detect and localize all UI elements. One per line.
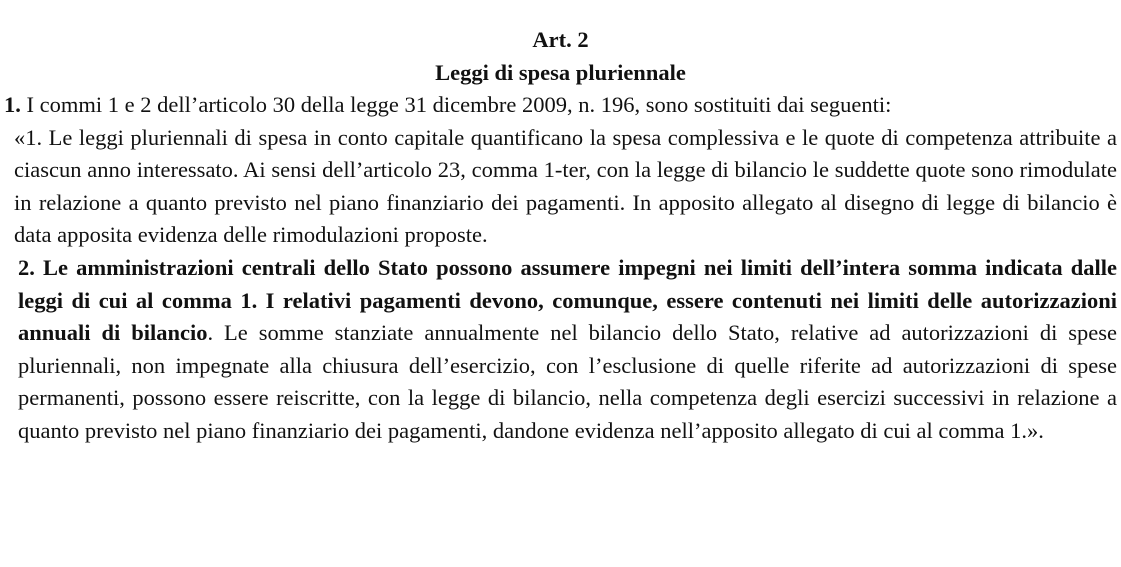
paragraph-1-text: I commi 1 e 2 dell’articolo 30 della legge 31 dicembre 2009, n. 196, sono sostituiti dai seguenti: bbox=[20, 92, 892, 117]
paragraph-quoted-comma-1-text: «1. Le leggi pluriennali di spesa in conto capitale quantificano la spesa complessiva e le quote di competenza attribuite a ciascun anno interessato. Ai sensi dell’articolo 23, comma 1-ter, con la legge di bilancio le suddette quote sono rimodulate in relazione a quanto previsto nel piano finanziario dei pagamenti. In apposito allegato al disegno di legge di bilancio è data apposita evidenza delle rimodulazioni proposte. bbox=[14, 124, 1117, 248]
paragraph-1-number: 1. bbox=[4, 92, 21, 117]
paragraph-1 bbox=[4, 89, 1117, 122]
paragraph-quoted-comma-2-bold-text: 2. Le amministrazioni centrali dello Stato possono assumere impegni nei limiti dell’intera somma indicata dalle leggi di cui al comma 1. I relativi pagamenti devono, comunque, essere contenuti nei limiti delle autorizzazioni annuali di bilancio bbox=[18, 254, 1117, 346]
paragraph-quoted-comma-2-text: . Le somme stanziate annualmente nel bilancio dello Stato, relative ad autorizzazioni di spese pluriennali, non impegnate alla chiusura dell’esercizio, con l’esclusione di quelle riferite ad autorizzazioni di spese permanenti, possono essere reiscritte, con la legge di bilancio, nella competenza degli esercizi successivi in relazione a quanto previsto nel piano finanziario dei pagamenti, dandone evidenza nell’apposito allegato di cui al comma 1.». bbox=[18, 320, 1118, 443]
article-number: Art. 2 bbox=[532, 27, 589, 52]
article-title: Leggi di spesa pluriennale bbox=[435, 60, 686, 85]
paragraph-quoted-comma-1 bbox=[4, 122, 1117, 252]
paragraph-quoted-comma-2 bbox=[4, 252, 1117, 448]
